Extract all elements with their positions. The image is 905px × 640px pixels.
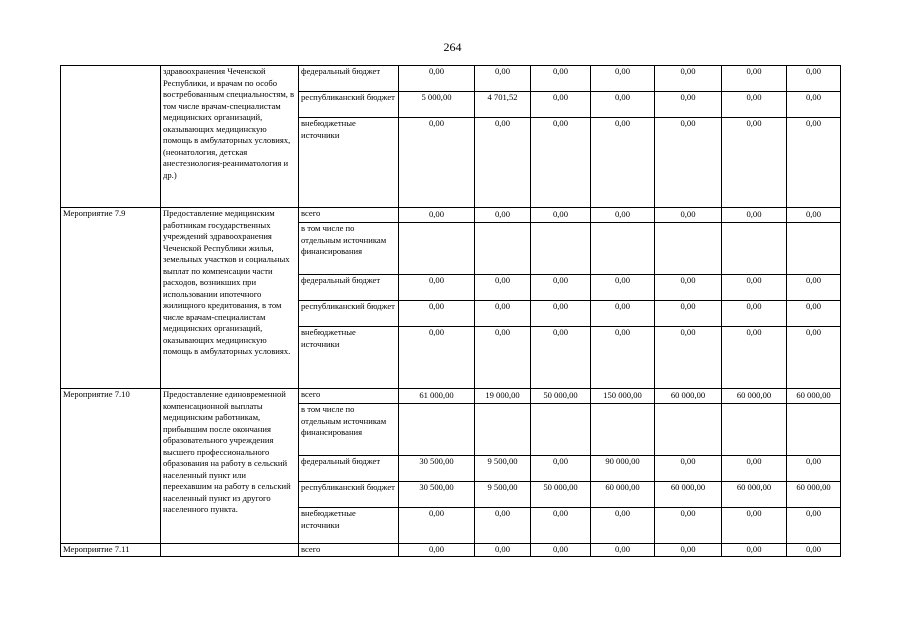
amount-cell: 0,00 — [655, 118, 722, 208]
funding-source: республиканский бюджет — [299, 92, 399, 118]
amount-cell: 0,00 — [787, 66, 841, 92]
measure-description — [161, 544, 299, 557]
budget-table-body — [61, 66, 841, 557]
measure-description: Предоставление единовременной компенсационной выплаты медицинским работникам, прибывшим после окончания образовательного учреждения высшего профессионального образования на работу в сельский населенный пункт или переехавшим на работу в сельский населенный пункт из другого населенного пункта. — [161, 389, 299, 544]
funding-source: в том числе по отдельным источникам финансирования — [299, 223, 399, 275]
table-row — [61, 66, 841, 92]
amount-cell: 0,00 — [787, 327, 841, 389]
amount-cell: 60 000,00 — [722, 482, 787, 508]
amount-cell — [722, 223, 787, 275]
funding-source: в том числе по отдельным источникам финансирования — [299, 404, 399, 456]
funding-source: всего — [299, 544, 399, 557]
amount-cell: 0,00 — [722, 301, 787, 327]
amount-cell: 0,00 — [475, 301, 531, 327]
amount-cell: 0,00 — [399, 301, 475, 327]
page-number: 264 — [443, 40, 462, 54]
amount-cell: 5 000,00 — [399, 92, 475, 118]
amount-cell: 0,00 — [531, 544, 591, 557]
amount-cell: 0,00 — [475, 508, 531, 544]
amount-cell: 60 000,00 — [655, 482, 722, 508]
amount-cell: 0,00 — [591, 301, 655, 327]
amount-cell — [475, 404, 531, 456]
amount-cell: 0,00 — [475, 66, 531, 92]
amount-cell: 0,00 — [655, 66, 722, 92]
amount-cell: 0,00 — [399, 327, 475, 389]
amount-cell: 50 000,00 — [531, 482, 591, 508]
amount-cell: 0,00 — [531, 275, 591, 301]
amount-cell: 0,00 — [591, 208, 655, 223]
amount-cell: 0,00 — [722, 275, 787, 301]
funding-source: внебюджетные источники — [299, 508, 399, 544]
table-row — [61, 389, 841, 404]
amount-cell — [399, 223, 475, 275]
amount-cell: 0,00 — [591, 275, 655, 301]
amount-cell: 90 000,00 — [591, 456, 655, 482]
amount-cell — [722, 404, 787, 456]
amount-cell: 0,00 — [655, 301, 722, 327]
amount-cell: 0,00 — [787, 456, 841, 482]
amount-cell: 0,00 — [655, 275, 722, 301]
amount-cell: 0,00 — [787, 92, 841, 118]
funding-source: республиканский бюджет — [299, 482, 399, 508]
amount-cell: 60 000,00 — [787, 389, 841, 404]
amount-cell: 0,00 — [475, 118, 531, 208]
amount-cell: 0,00 — [531, 301, 591, 327]
amount-cell: 0,00 — [722, 208, 787, 223]
amount-cell: 0,00 — [787, 301, 841, 327]
table-row — [61, 544, 841, 557]
amount-cell: 0,00 — [722, 327, 787, 389]
amount-cell: 0,00 — [475, 275, 531, 301]
amount-cell: 60 000,00 — [787, 482, 841, 508]
amount-cell: 0,00 — [722, 118, 787, 208]
funding-source: всего — [299, 208, 399, 223]
funding-source: республиканский бюджет — [299, 301, 399, 327]
amount-cell: 150 000,00 — [591, 389, 655, 404]
amount-cell: 19 000,00 — [475, 389, 531, 404]
amount-cell: 0,00 — [655, 508, 722, 544]
amount-cell: 0,00 — [475, 544, 531, 557]
amount-cell: 0,00 — [531, 92, 591, 118]
table-row — [61, 208, 841, 223]
amount-cell: 0,00 — [399, 544, 475, 557]
amount-cell: 0,00 — [655, 208, 722, 223]
amount-cell: 0,00 — [531, 118, 591, 208]
amount-cell: 0,00 — [787, 544, 841, 557]
amount-cell: 60 000,00 — [722, 389, 787, 404]
amount-cell — [399, 404, 475, 456]
amount-cell: 0,00 — [399, 208, 475, 223]
budget-table — [60, 65, 841, 557]
amount-cell: 0,00 — [722, 92, 787, 118]
amount-cell — [591, 404, 655, 456]
amount-cell: 30 500,00 — [399, 456, 475, 482]
amount-cell — [787, 223, 841, 275]
amount-cell: 0,00 — [531, 456, 591, 482]
funding-source: всего — [299, 389, 399, 404]
amount-cell: 0,00 — [399, 118, 475, 208]
measure-name: Мероприятие 7.10 — [61, 389, 161, 544]
amount-cell: 9 500,00 — [475, 482, 531, 508]
funding-source: внебюджетные источники — [299, 118, 399, 208]
amount-cell: 4 701,52 — [475, 92, 531, 118]
amount-cell — [787, 404, 841, 456]
amount-cell: 0,00 — [531, 66, 591, 92]
funding-source: федеральный бюджет — [299, 66, 399, 92]
measure-description: здравоохранения Чеченской Республики, и врачам по особо востребованным специальностям, в том числе врачам-специалистам медицинских организаций, оказывающих медицинскую помощь в амбулаторных условиях, (неонатология, детская анестезиология-реаниматология и др.) — [161, 66, 299, 208]
amount-cell: 0,00 — [591, 92, 655, 118]
measure-name: Мероприятие 7.9 — [61, 208, 161, 389]
amount-cell: 0,00 — [722, 66, 787, 92]
amount-cell: 60 000,00 — [655, 389, 722, 404]
amount-cell: 0,00 — [787, 275, 841, 301]
amount-cell: 0,00 — [722, 544, 787, 557]
measure-name: Мероприятие 7.11 — [61, 544, 161, 557]
amount-cell: 0,00 — [722, 456, 787, 482]
amount-cell: 0,00 — [591, 327, 655, 389]
amount-cell: 0,00 — [591, 508, 655, 544]
amount-cell: 0,00 — [475, 208, 531, 223]
amount-cell: 0,00 — [591, 118, 655, 208]
amount-cell — [531, 404, 591, 456]
amount-cell: 0,00 — [399, 275, 475, 301]
amount-cell: 0,00 — [591, 66, 655, 92]
amount-cell: 0,00 — [655, 544, 722, 557]
amount-cell: 0,00 — [591, 544, 655, 557]
amount-cell: 0,00 — [655, 327, 722, 389]
measure-name — [61, 66, 161, 208]
measure-description: Предоставление медицинским работникам государственных учреждений здравоохранения Чеченской Республики жилья, земельных участков и социальных выплат по компенсации части расходов, возникших при использовании ипотечного жилищного кредитования, в том числе врачам-специалистам медицинских организаций, оказывающих медицинскую помощь в амбулаторных условиях. — [161, 208, 299, 389]
amount-cell: 0,00 — [655, 456, 722, 482]
amount-cell: 0,00 — [787, 118, 841, 208]
funding-source: внебюджетные источники — [299, 327, 399, 389]
amount-cell: 50 000,00 — [531, 389, 591, 404]
amount-cell: 0,00 — [399, 66, 475, 92]
amount-cell: 0,00 — [531, 327, 591, 389]
amount-cell: 61 000,00 — [399, 389, 475, 404]
amount-cell — [655, 223, 722, 275]
amount-cell — [475, 223, 531, 275]
funding-source: федеральный бюджет — [299, 456, 399, 482]
amount-cell: 0,00 — [399, 508, 475, 544]
amount-cell: 9 500,00 — [475, 456, 531, 482]
amount-cell: 0,00 — [787, 508, 841, 544]
amount-cell: 0,00 — [787, 208, 841, 223]
amount-cell — [531, 223, 591, 275]
amount-cell: 0,00 — [722, 508, 787, 544]
amount-cell: 0,00 — [531, 508, 591, 544]
amount-cell — [591, 223, 655, 275]
amount-cell: 60 000,00 — [591, 482, 655, 508]
amount-cell — [655, 404, 722, 456]
amount-cell: 30 500,00 — [399, 482, 475, 508]
funding-source: федеральный бюджет — [299, 275, 399, 301]
amount-cell: 0,00 — [531, 208, 591, 223]
amount-cell: 0,00 — [475, 327, 531, 389]
amount-cell: 0,00 — [655, 92, 722, 118]
